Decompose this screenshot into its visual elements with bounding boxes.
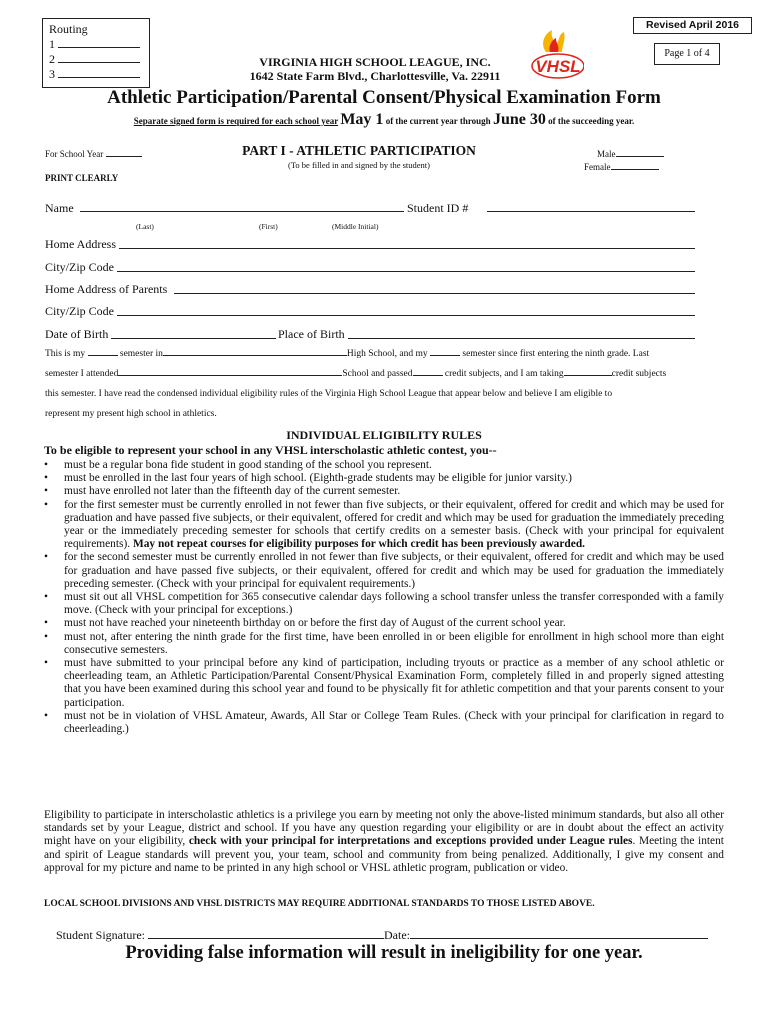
parents-address-input[interactable] [174,280,695,294]
school-year-field[interactable]: For School Year [45,149,142,159]
dob-label: Date of Birth [45,327,109,341]
school-attended-input[interactable] [118,375,342,376]
part1-subtitle: (To be filled in and signed by the student) [288,160,430,170]
semester-line-4: represent my present high school in athletics. [45,409,217,419]
rules-title: INDIVIDUAL ELIGIBILITY RULES [286,428,482,442]
form-subtitle: Separate signed form is required for each school year May 1 of the current year through June 30 of the succeeding year. [133,111,635,128]
list-item: • for the second semester must be currently enrolled in not fewer than five subjects, or their equivalent, offered for credit and which may be used for graduation and have passed five subjects, or their equivalent, offered for credit and which may be used for graduation the immediately preceding semester. (Check with your principal for equivalent requirements.) [44,551,724,591]
parents-address-label: Home Address of Parents [45,282,168,296]
semester-number-input[interactable] [88,355,118,356]
dob-input[interactable] [111,325,276,339]
student-id-input[interactable] [487,198,695,212]
list-item: • must have enrolled not later than the fifteenth day of the current semester. [44,485,724,498]
page-number-box: Page 1 of 4 [654,43,720,65]
list-item: • must have submitted to your principal before any kind of participation, including tryouts or practice as a member of any school athletic or cheerleading team, an Athletic Participation/Parental Consent/Physical Examination Form, completely filled in and properly signed attesting that you have been examined during this school year and found to be physically fit for athletic competition and that your parents consent to your participation. [44,657,724,710]
part1-title: PART I - ATHLETIC PARTICIPATION [242,143,476,158]
name-input[interactable] [80,198,404,212]
print-clearly: PRINT CLEARLY [45,173,119,183]
home-address-label: Home Address [45,237,116,251]
vhsl-logo [528,26,584,82]
name-label: Name [45,201,74,215]
form-title: Athletic Participation/Parental Consent/Physical Examination Form [107,87,661,108]
last-hint: (Last) [136,222,154,231]
first-hint: (First) [259,222,278,231]
taking-credits-input[interactable] [564,375,612,376]
student-signature-input[interactable] [148,938,384,939]
organization-header [230,55,520,83]
middle-hint: (Middle Initial) [332,222,379,231]
list-item: • must sit out all VHSL competition for 365 consecutive calendar days following a school transfer unless the transfer corresponded with a family move. (Check with your principal for exceptions.) [44,591,724,617]
list-item: • must not, after entering the ninth grade for the first time, have been enrolled in or been eligible for enrollment in high school more than eight consecutive semesters. [44,631,724,657]
svg-text:VHSL: VHSL [535,57,581,76]
local-standards-notice: LOCAL SCHOOL DIVISIONS AND VHSL DISTRICTS MAY REQUIRE ADDITIONAL STANDARDS TO THOSE LISTED ABOVE. [44,899,595,909]
semester-line-2: semester I attended School and passed credit subjects, and I am taking credit subjects [45,369,667,379]
home-address-input[interactable] [119,235,695,249]
org-name: VIRGINIA HIGH SCHOOL LEAGUE, INC. [259,55,491,69]
female-field[interactable]: Female [584,162,659,172]
student-id-label: Student ID # [407,201,469,215]
list-item: • must be enrolled in the last four years of high school. (Eighth-grade students may be eligible for junior varsity.) [44,472,724,485]
city-zip-label: City/Zip Code [45,260,114,274]
eligibility-rules-list [44,459,724,736]
high-school-input[interactable] [163,355,347,356]
eligibility-paragraph: Eligibility to participate in interscholastic athletics is a privilege you earn by meeting not only the above-listed minimum standards, but also all other standards set by your League, district and school. If you have any question regarding your eligibility or are in doubt about the effect an activity might have on your eligibility, check with your principal for interpretations and exceptions provided under League rules. Meeting the intent and spirit of League standards will prevent you, your team, school and community from being penalized. Additionally, I give my consent and approval for my picture and name to be printed in any high school or VHSL athletic program, publication or video. [44,809,724,874]
signature-row: Student Signature: Date: [56,928,708,943]
vhsl-logo-icon [528,26,584,82]
list-item: • must be a regular bona fide student in good standing of the school you represent. [44,459,724,472]
list-item: • must not be in violation of VHSL Amateur, Awards, All Star or College Team Rules. (Check with your principal for clarification in regard to cheerleading.) [44,710,724,736]
passed-credits-input[interactable] [413,375,443,376]
date-input[interactable] [410,938,708,939]
org-address: 1642 State Farm Blvd., Charlottesville, Va. 22911 [249,69,501,83]
semester-line-1: This is my semester in High School, and my semester since first entering the ninth grade. Last [45,349,650,359]
pob-input[interactable] [348,325,695,339]
semester-line-3: this semester. I have read the condensed individual eligibility rules of the Virginia High School League that appear below and believe I am eligible to [45,389,613,399]
false-info-warning: Providing false information will result in ineligibility for one year. [125,943,643,963]
list-item: • must not have reached your nineteenth birthday on or before the first day of August of the current school year. [44,617,724,630]
routing-label: Routing [49,22,88,36]
pob-label: Place of Birth [278,327,345,341]
semester-since-input[interactable] [430,355,460,356]
revised-date-box: Revised April 2016 [633,17,752,34]
routing-box [42,18,150,88]
city-zip-2-input[interactable] [117,302,695,316]
list-item: • for the first semester must be currently enrolled in not fewer than five subjects, or their equivalent, offered for credit and which may be used for graduation and have passed five subjects, or their equivalent, offered for credit and which may be used for graduation the immediately preceding year or the immediately preceding semester for schools that certify credits on a semester basis. (Check with your principal for equivalent requirements). May not repeat courses for eligibility purposes for which credit has been previously awarded. [44,499,724,552]
routing-line-3[interactable]: 3 [49,67,143,82]
routing-line-1[interactable]: 1 [49,37,143,52]
rules-lead: To be eligible to represent your school in any VHSL interscholastic athletic contest, you-- [44,443,497,457]
city-zip-2-label: City/Zip Code [45,304,114,318]
routing-line-2[interactable]: 2 [49,52,143,67]
city-zip-input[interactable] [117,258,695,272]
male-field[interactable]: Male [597,149,664,159]
